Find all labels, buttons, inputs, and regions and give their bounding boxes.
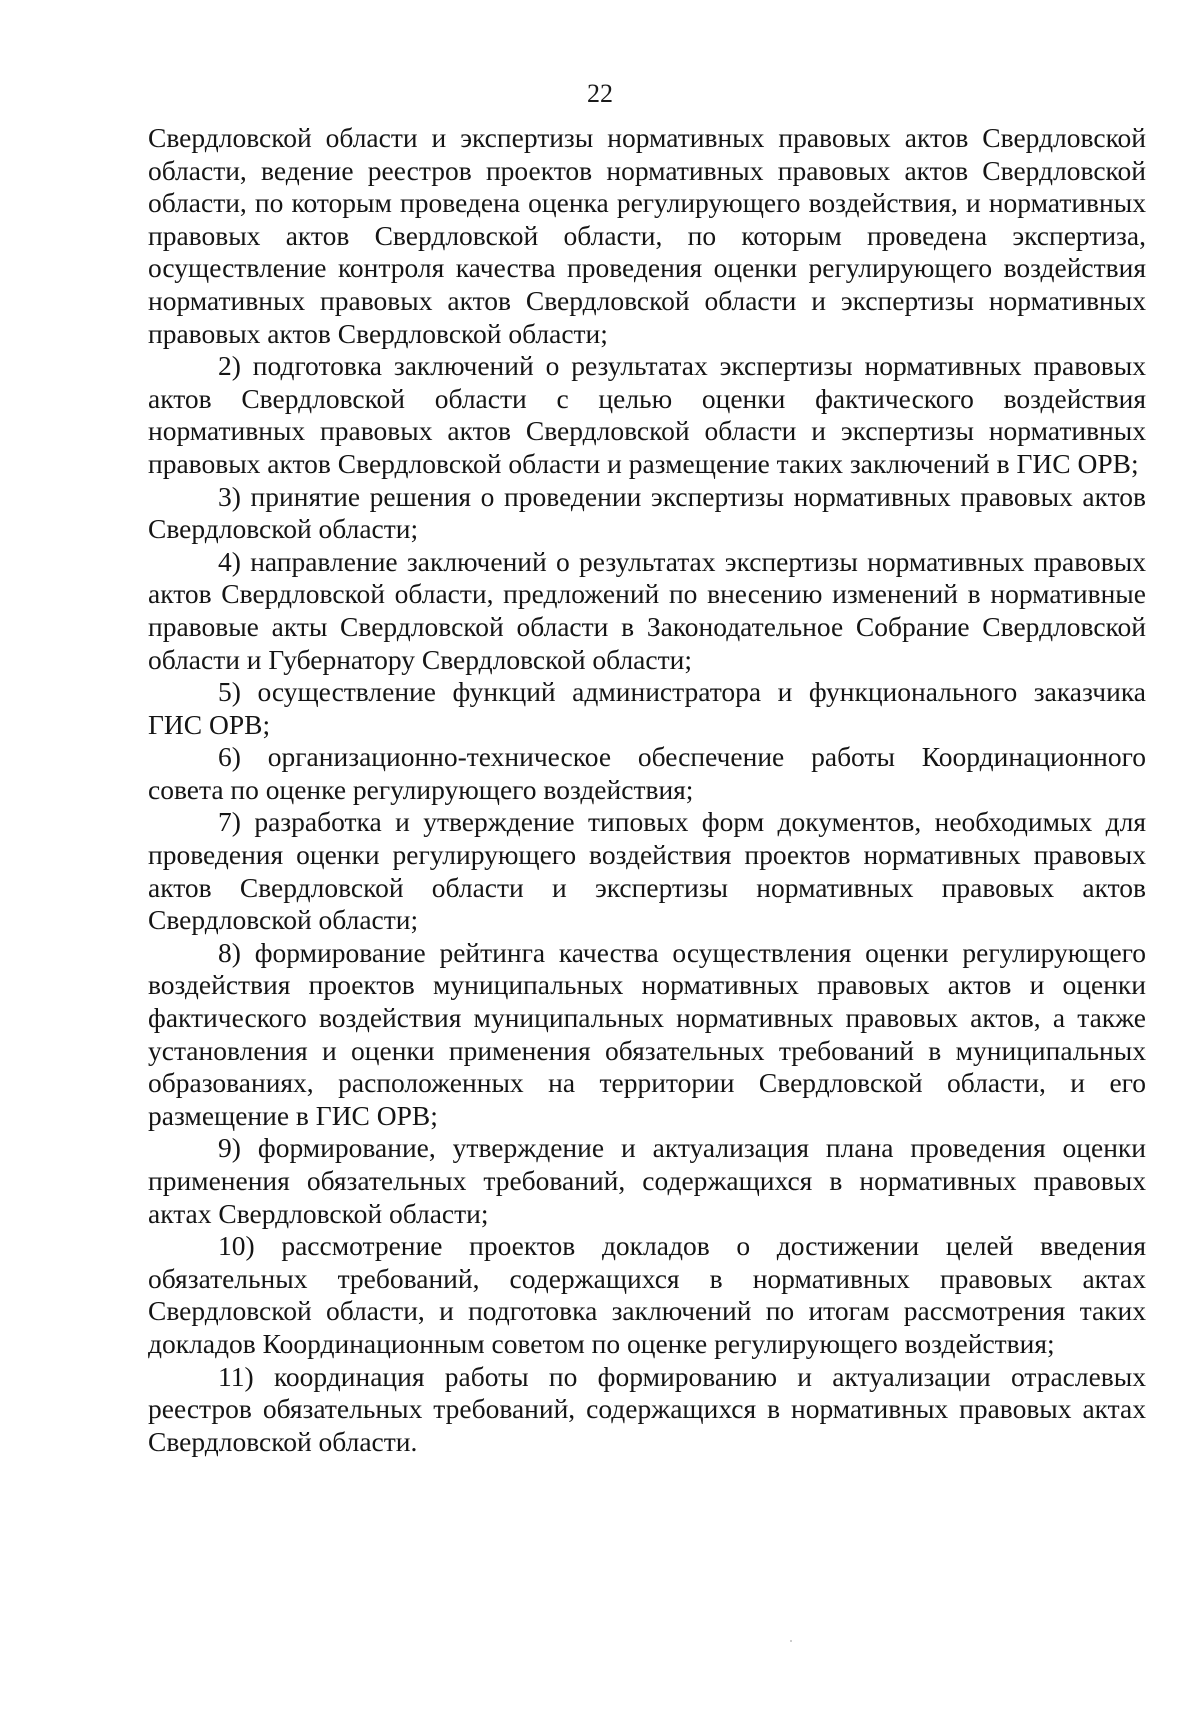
item-number: 5)	[218, 676, 241, 708]
list-item-8	[148, 937, 1146, 1133]
item-number: 2)	[218, 350, 241, 382]
list-item-3	[148, 481, 1146, 546]
item-number: 6)	[218, 741, 241, 773]
scan-speck	[790, 1640, 792, 1642]
list-item-5	[148, 676, 1146, 741]
item-text: направление заключений о результатах экспертизы нормативных правовых актов Свердловской области, предложений по внесению изменений в нормативные правовые акты Свердловской области в Законодательное Собрание Свердловской области и Губернатору Свердловской области;	[148, 545, 1146, 675]
item-number: 11)	[218, 1360, 254, 1392]
item-number: 10)	[218, 1230, 255, 1262]
list-item-9	[148, 1132, 1146, 1230]
list-item-7	[148, 806, 1146, 936]
document-body	[148, 122, 1146, 1458]
paragraph-text: Свердловской области и экспертизы нормативных правовых актов Свердловской области, ведение реестров проектов нормативных правовых актов Свердловской области, по которым проведена оценка регулирующего воздействия, и нормативных правовых актов Свердловской области, по которым проведена экспертиза, осуществление контроля качества проведения оценки регулирующего воздействия нормативных правовых актов Свердловской области и экспертизы нормативных правовых актов Свердловской области;	[148, 122, 1146, 349]
list-item-2	[148, 350, 1146, 480]
item-number: 3)	[218, 480, 241, 512]
item-number: 8)	[218, 936, 241, 968]
list-item-6	[148, 741, 1146, 806]
item-text: разработка и утверждение типовых форм документов, необходимых для проведения оценки регулирующего воздействия проектов нормативных правовых актов Свердловской области и экспертизы нормативных правовых актов Свердловской области;	[148, 806, 1147, 936]
item-text: осуществление функций администратора и функционального заказчика ГИС ОРВ;	[148, 676, 1147, 740]
item-text: организационно-техническое обеспечение работы Координационного совета по оценке регулирующего воздействия;	[148, 741, 1146, 805]
list-item-10	[148, 1230, 1146, 1360]
item-text: принятие решения о проведении экспертизы нормативных правовых актов Свердловской области;	[148, 480, 1147, 545]
list-item-4	[148, 546, 1146, 676]
list-item-11	[148, 1361, 1146, 1459]
item-text: подготовка заключений о результатах экспертизы нормативных правовых актов Свердловской области с целью оценки фактического воздействия нормативных правовых актов Свердловской области и экспертизы нормативных правовых актов Свердловской области и размещение таких заключений в ГИС ОРВ;	[148, 350, 1146, 479]
item-number: 4)	[218, 545, 241, 577]
item-text: рассмотрение проектов докладов о достижении целей введения обязательных требований, содержащихся в нормативных правовых актах Свердловской области, и подготовка заключений по итогам рассмотрения таких докладов Координационным советом по оценке регулирующего воздействия;	[148, 1230, 1146, 1359]
item-text: формирование рейтинга качества осуществления оценки регулирующего воздействия проектов муниципальных нормативных правовых актов и оценки фактического воздействия муниципальных нормативных правовых актов, а также установления и оценки применения обязательных требований в муниципальных образованиях, расположенных на территории Свердловской области, и его размещение в ГИС ОРВ;	[148, 936, 1147, 1131]
paragraph-continuation	[148, 122, 1146, 350]
item-number: 9)	[218, 1132, 241, 1164]
item-number: 7)	[218, 806, 241, 838]
item-text: формирование, утверждение и актуализация плана проведения оценки применения обязательных требований, содержащихся в нормативных правовых актах Свердловской области;	[148, 1132, 1147, 1229]
page-number: 22	[587, 79, 613, 108]
item-text: координация работы по формированию и актуализации отраслевых реестров обязательных требований, содержащихся в нормативных правовых актах Свердловской области.	[148, 1360, 1146, 1457]
